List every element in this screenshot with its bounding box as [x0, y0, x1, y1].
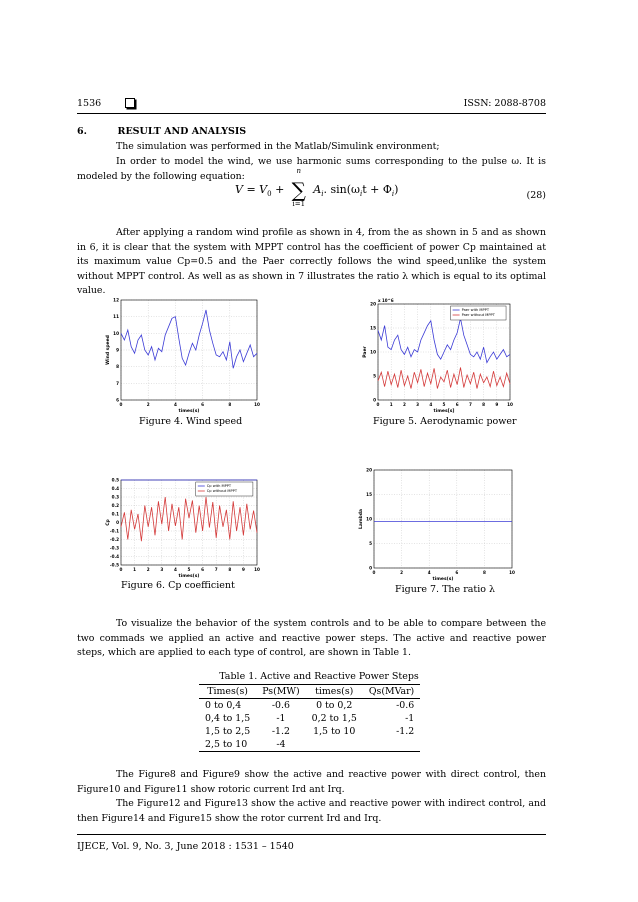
- footer-text: IJECE, Vol. 9, No. 3, June 2018 : 1531 – 1540: [77, 841, 294, 852]
- paragraph-2: In order to model the wind, we use harmonic sums corresponding to the pulse ω. It is modeled by the following equation:: [77, 156, 546, 182]
- footer-rule: [77, 834, 546, 835]
- paragraph-1: The simulation was performed in the Matlab/Simulink environment;: [116, 141, 440, 152]
- x-tick-label: 0: [372, 570, 376, 575]
- figure-6-chart: [95, 470, 265, 578]
- table-header: Ps(MW): [256, 685, 305, 699]
- x-axis-label: times(s): [178, 574, 200, 578]
- y-tick-label: 20: [370, 301, 376, 307]
- figure-7-caption: Figure 7. The ratio λ: [395, 584, 496, 595]
- y-tick-label: 9: [116, 347, 119, 353]
- x-tick-label: 10: [254, 402, 260, 407]
- table-cell: -1: [276, 713, 286, 724]
- paragraph-3: After applying a random wind profile as shown in 4, from the as shown in 5 and as shown in 6, it is clear that the system with MPPT control has the coefficient of power Cp maintained at its maximum value Cp=0.5 and the Paer correctly follows the wind speed,unlike the system without MPPT control. As well as as shown in 7 illustrates the ratio λ which is equal to its optimal value.: [77, 227, 546, 296]
- equation-28: $V = V_0$ + n ∑ i=1 $A_i$. $\sin(\omega_it + \Phi_i)$: [235, 167, 399, 208]
- x-tick-label: 7: [468, 402, 472, 407]
- square-icon: [125, 98, 135, 108]
- y-tick-label: 20: [366, 467, 372, 473]
- header-rule: [77, 113, 546, 114]
- figure-6-caption: Figure 6. Cp coefficient: [121, 580, 235, 591]
- figure-5-chart: [360, 294, 515, 414]
- table-cell: 0,2 to 1,5: [311, 713, 357, 724]
- series-line: [121, 497, 257, 541]
- x-tick-label: 9: [495, 402, 499, 407]
- x-tick-label: 2: [400, 570, 404, 575]
- table-cell: -4: [256, 738, 305, 752]
- x-tick-label: 2: [146, 567, 150, 572]
- series-line: [378, 318, 510, 362]
- y-tick-label: 10: [370, 349, 376, 355]
- x-tick-label: 10: [507, 402, 513, 407]
- table-cell: -1.2: [396, 726, 415, 737]
- table-cell: [363, 738, 420, 752]
- x-tick-label: 8: [228, 402, 232, 407]
- issn: ISSN: 2088-8708: [463, 98, 546, 109]
- y-tick-label: 5: [369, 541, 372, 546]
- sum-icon: ∑: [291, 178, 306, 202]
- table-cell: 1,5 to 2,5: [205, 726, 251, 737]
- y-tick-label: 0.1: [111, 511, 119, 517]
- table-cell: -0.6: [271, 700, 290, 711]
- table-cell: [306, 738, 363, 752]
- page-number: 1536: [77, 98, 102, 109]
- y-axis-label: Wind speed: [106, 335, 111, 365]
- table-row: [199, 738, 420, 752]
- y-axis-label: Cp: [106, 519, 111, 526]
- paragraph-4: To visualize the behavior of the system controls and to be able to compare between the two commads we applied an active and reactive power steps. The active and reactive power steps, which are applied to each type of control, are shown in Table 1.: [77, 618, 546, 658]
- y-tick-label: 12: [113, 297, 119, 303]
- x-tick-label: 10: [254, 567, 260, 572]
- x-tick-label: 9: [241, 567, 245, 572]
- table-row: [199, 725, 420, 738]
- x-tick-label: 8: [228, 567, 232, 572]
- figure-7-chart: [358, 464, 520, 582]
- y-tick-label: -0.1: [109, 528, 119, 534]
- figure-4-caption: Figure 4. Wind speed: [139, 416, 243, 427]
- x-tick-label: 3: [416, 402, 420, 407]
- x-tick-label: 5: [187, 567, 191, 572]
- y-tick-label: 0.5: [111, 477, 119, 483]
- x-tick-label: 4: [429, 402, 433, 407]
- series-line: [121, 310, 257, 368]
- y-tick-label: 8: [116, 364, 119, 370]
- x-tick-label: 5: [442, 402, 446, 407]
- table-1-caption: Table 1. Active and Reactive Power Steps: [219, 671, 419, 682]
- y-tick-label: 0: [373, 397, 376, 403]
- legend-entry: Cp with MPPT: [206, 484, 232, 488]
- y-tick-label: -0.4: [109, 554, 119, 559]
- y-tick-label: 7: [116, 380, 119, 386]
- legend-entry: Paer with MPPT: [461, 308, 490, 312]
- y-tick-label: 10: [113, 330, 119, 336]
- y-tick-label: 0: [369, 565, 372, 571]
- figure-4-chart: [95, 292, 265, 414]
- section-heading: [77, 126, 246, 137]
- paragraph-6: The Figure12 and Figure13 show the active and reactive power with indirect control, and then Figure14 and Figure15 show the rotor current Ird and Irq.: [77, 798, 546, 824]
- x-tick-label: 6: [455, 402, 459, 407]
- table-header: Times(s): [199, 685, 256, 699]
- y-axis-label: Lambda: [359, 508, 364, 530]
- table-header-row: [199, 685, 420, 699]
- y-tick-label: 5: [373, 373, 376, 379]
- table-1: [199, 684, 420, 752]
- x-axis-label: times[s]: [433, 409, 455, 414]
- section-title: RESULT AND ANALYSIS: [117, 126, 247, 137]
- table-cell: -0.6: [396, 700, 415, 711]
- x-tick-label: 3: [160, 567, 164, 572]
- x-tick-label: 8: [482, 570, 486, 575]
- figure-5-caption: Figure 5. Aerodynamic power: [373, 416, 517, 427]
- y-tick-label: 11: [113, 314, 119, 320]
- table-cell: 0,4 to 1,5: [205, 713, 251, 724]
- y-tick-label: -0.5: [109, 562, 119, 568]
- table-cell: 2,5 to 10: [199, 738, 256, 752]
- table-cell: 0 to 0,2: [316, 700, 353, 711]
- y-tick-label: 15: [370, 325, 376, 331]
- x-tick-label: 1: [133, 567, 137, 572]
- y-tick-label: 15: [366, 492, 372, 497]
- x-axis-label: times(s): [178, 409, 200, 414]
- table-header: times(s): [306, 685, 363, 699]
- y-tick-label: -0.2: [109, 537, 119, 542]
- x-tick-label: 7: [214, 567, 218, 572]
- series-line: [378, 367, 510, 388]
- y-tick-label: 0.4: [111, 486, 119, 491]
- legend-entry: Paer without MPPT: [461, 313, 495, 317]
- x-axis-label: times(s): [432, 577, 454, 582]
- y-tick-label: 10: [366, 516, 372, 522]
- y-tick-label: 0.3: [111, 494, 119, 500]
- x-tick-label: 4: [173, 567, 177, 572]
- x-tick-label: 6: [455, 570, 459, 575]
- table-row: [199, 712, 420, 725]
- table-cell: -1.2: [271, 726, 290, 737]
- section-number: 6.: [77, 126, 87, 137]
- equation-number: (28): [526, 190, 546, 201]
- x-tick-label: 2: [146, 402, 150, 407]
- table-cell: -1: [405, 713, 415, 724]
- y-tick-label: 0: [116, 520, 119, 525]
- y-tick-label: 0.2: [111, 503, 119, 508]
- x-tick-label: 6: [201, 402, 205, 407]
- paragraph-5: The Figure8 and Figure9 show the active and reactive power with direct control, then Figure10 and Figure11 show rotoric current Ird ant Irq.: [77, 769, 546, 795]
- table-row: [199, 699, 420, 713]
- x-tick-label: 0: [119, 567, 123, 572]
- x-tick-label: 6: [201, 567, 205, 572]
- legend-entry: Cp without MPPT: [206, 489, 238, 493]
- x-tick-label: 4: [427, 570, 431, 575]
- x-tick-label: 10: [509, 570, 515, 575]
- x-tick-label: 0: [376, 402, 380, 407]
- table-cell: 1,5 to 10: [313, 726, 356, 737]
- table-cell: 0 to 0,4: [205, 700, 242, 711]
- table-header: Qs(MVar): [363, 685, 420, 699]
- y-tick-label: 6: [116, 397, 119, 403]
- x-tick-label: 4: [173, 402, 177, 407]
- x-tick-label: 0: [119, 402, 123, 407]
- x-tick-label: 8: [482, 402, 486, 407]
- axis-multiplier: x 10^6: [378, 298, 394, 303]
- y-tick-label: -0.3: [109, 545, 119, 551]
- x-tick-label: 2: [402, 402, 406, 407]
- x-tick-label: 1: [389, 402, 393, 407]
- y-axis-label: Paer: [363, 346, 368, 358]
